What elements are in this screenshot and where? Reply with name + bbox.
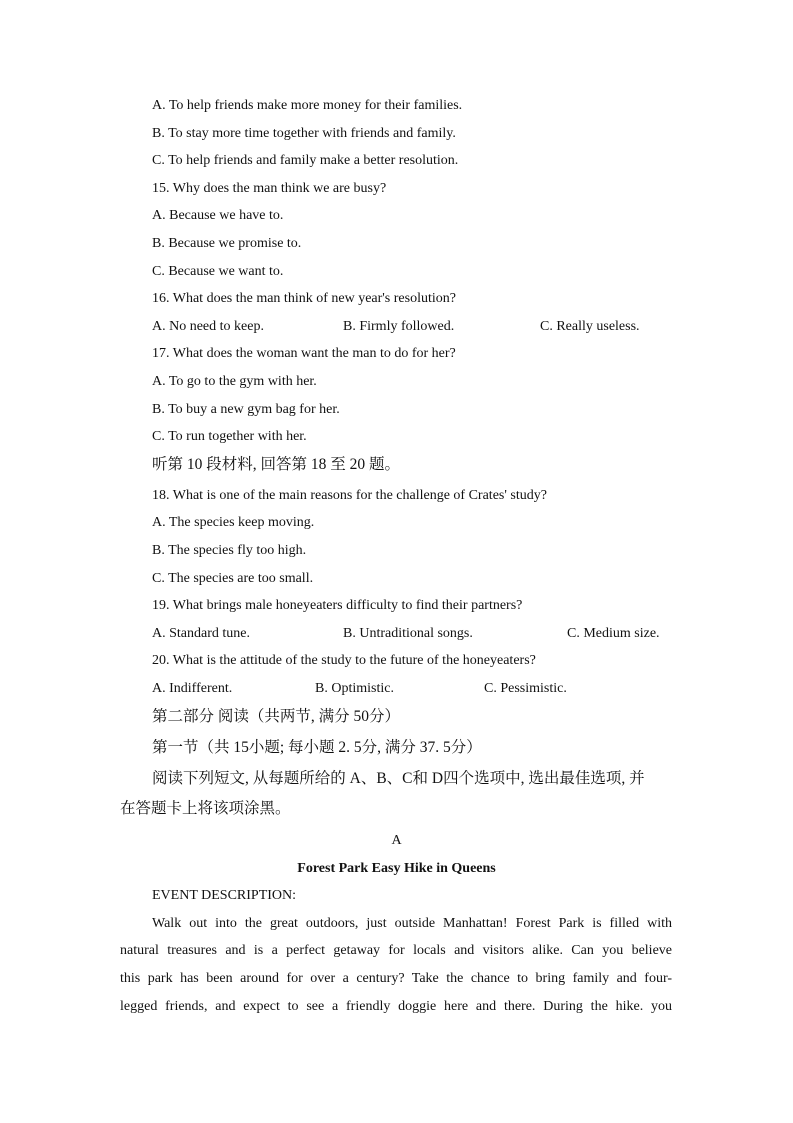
passage-line-3: this park has been around for over a century? Take the chance to bring family and four-	[120, 971, 672, 986]
q16-option-b: B. Firmly followed.	[343, 319, 455, 334]
passage-letter: A	[391, 833, 402, 848]
q15-option-c: C. Because we want to.	[152, 264, 284, 279]
section10-instruction: 听第 10 段材料, 回答第 18 至 20 题。	[152, 456, 401, 473]
instructions-line-1: 阅读下列短文, 从每题所给的 A、B、C和 D四个选项中, 选出最佳选项, 并	[152, 770, 645, 787]
passage-line-2: natural treasures and is a perfect getaway for locals and visitors alike. Can you believe	[120, 943, 672, 958]
q20-option-a: A. Indifferent.	[152, 681, 233, 696]
q18-question: 18. What is one of the main reasons for the challenge of Crates' study?	[152, 488, 547, 503]
q17-question: 17. What does the woman want the man to do for her?	[152, 346, 456, 361]
q20-option-c: C. Pessimistic.	[484, 681, 567, 696]
q18-option-c: C. The species are too small.	[152, 571, 314, 586]
q14-option-c: C. To help friends and family make a better resolution.	[152, 153, 459, 168]
instructions-line-2: 在答题卡上将该项涂黑。	[120, 800, 291, 817]
q17-option-b: B. To buy a new gym bag for her.	[152, 402, 340, 417]
q16-question: 16. What does the man think of new year's resolution?	[152, 291, 456, 306]
q17-option-c: C. To run together with her.	[152, 429, 307, 444]
q19-option-b: B. Untraditional songs.	[343, 626, 473, 641]
section1-heading: 第一节（共 15小题; 每小题 2. 5分, 满分 37. 5分）	[152, 739, 482, 756]
q14-option-a: A. To help friends make more money for their families.	[152, 98, 463, 113]
event-description-label: EVENT DESCRIPTION:	[152, 888, 297, 903]
q20-question: 20. What is the attitude of the study to the future of the honeyeaters?	[152, 653, 536, 668]
part2-heading: 第二部分 阅读（共两节, 满分 50分）	[152, 708, 401, 725]
q17-option-a: A. To go to the gym with her.	[152, 374, 317, 389]
passage-line-1: Walk out into the great outdoors, just outside Manhattan! Forest Park is filled with	[152, 916, 672, 931]
q14-option-b: B. To stay more time together with friends and family.	[152, 126, 456, 141]
q20-option-b: B. Optimistic.	[315, 681, 394, 696]
passage-line-4: legged friends, and expect to see a friendly doggie here and there. During the hike. you	[120, 999, 672, 1014]
q18-option-a: A. The species keep moving.	[152, 515, 315, 530]
q18-option-b: B. The species fly too high.	[152, 543, 307, 558]
q15-option-b: B. Because we promise to.	[152, 236, 302, 251]
q19-option-c: C. Medium size.	[567, 626, 660, 641]
q15-question: 15. Why does the man think we are busy?	[152, 181, 387, 196]
q16-option-c: C. Really useless.	[540, 319, 640, 334]
q19-option-a: A. Standard tune.	[152, 626, 250, 641]
passage-title: Forest Park Easy Hike in Queens	[297, 861, 496, 876]
q15-option-a: A. Because we have to.	[152, 208, 284, 223]
q19-question: 19. What brings male honeyeaters difficulty to find their partners?	[152, 598, 523, 613]
q16-option-a: A. No need to keep.	[152, 319, 264, 334]
